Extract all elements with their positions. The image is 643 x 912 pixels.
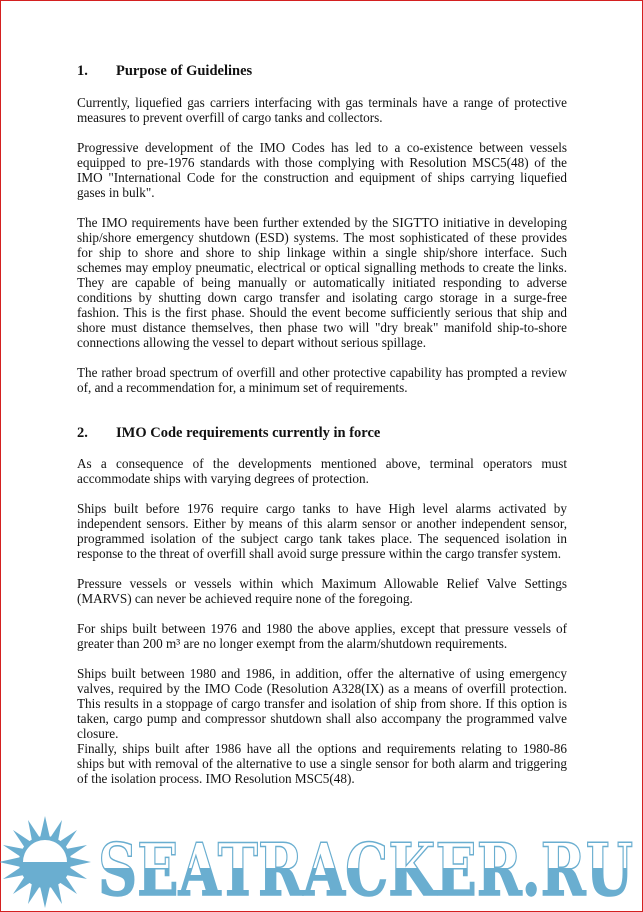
paragraph: The IMO requirements have been further extended by the SIGTTO initiative in developing ship/shore emergency shutdown (ESD) systems. The most sophisticated of these provides for ship to shore and shore to ship linkage within a single ship/shore interface. Such schemes may employ pneumatic, electrical or optical signalling methods to create the links. They are capable of being manually or automatically initiated responding to adverse conditions by shutting down cargo transfer and isolating cargo storage in a surge-free fashion. This is the first phase. Should the event become sufficiently serious that ship and shore must distance themselves, then phase two will "dry break" manifold ship-to-shore connections allowing the vessel to depart without serious spillage. — [77, 215, 567, 350]
paragraph: Finally, ships built after 1986 have all the options and requirements relating to 1980-86 ships but with removal of the alternative to use a single sensor for both alarm and triggering of the isolation process. IMO Resolution MSC5(48). — [77, 741, 567, 786]
section-title: IMO Code requirements currently in force — [116, 425, 381, 441]
paragraph: Ships built before 1976 require cargo tanks to have High level alarms activated by independent sensors. Either by means of this alarm sensor or another independent sensor, programmed isolation of the subject cargo tank takes place. The sequenced isolation in response to the threat of overfill shall avoid surge pressure within the cargo transfer system. — [77, 501, 567, 561]
paragraph: Ships built between 1980 and 1986, in addition, offer the alternative of using emergency valves, required by the IMO Code (Resolution A328(IX) as a means of overfill protection. This results in a stoppage of cargo transfer and isolation of ship from shore. If this option is taken, cargo pump and compressor shutdown shall also accompany the programmed valve closure. — [77, 666, 567, 741]
section-number: 2. — [77, 425, 88, 441]
sun-over-sea-icon — [0, 816, 91, 908]
watermark-text: SEATRACKER.RU — [98, 827, 633, 910]
paragraph: Progressive development of the IMO Codes has led to a co-existence between vessels equipped to pre-1976 standards with those complying with Resolution MSC5(48) of the IMO "International Code for the construction and equipment of ships carrying liquefied gases in bulk". — [77, 140, 567, 200]
section-heading-1 — [77, 63, 252, 80]
section-number: 1. — [77, 63, 88, 79]
paragraph: Pressure vessels or vessels within which Maximum Allowable Relief Valve Settings (MARVS) can never be achieved require none of the foregoing. — [77, 576, 567, 606]
paragraph: The rather broad spectrum of overfill and other protective capability has prompted a review of, and a recommendation for, a minimum set of requirements. — [77, 365, 567, 395]
paragraph: As a consequence of the developments mentioned above, terminal operators must accommodate ships with varying degrees of protection. — [77, 456, 567, 486]
section-heading-2 — [77, 425, 380, 442]
paragraph: Currently, liquefied gas carriers interfacing with gas terminals have a range of protective measures to prevent overfill of cargo tanks and collectors. — [77, 95, 567, 125]
section-title: Purpose of Guidelines — [116, 63, 253, 79]
paragraph: For ships built between 1976 and 1980 the above applies, except that pressure vessels of greater than 200 m³ are no longer exempt from the alarm/shutdown requirements. — [77, 621, 567, 651]
seatracker-watermark — [0, 815, 643, 910]
